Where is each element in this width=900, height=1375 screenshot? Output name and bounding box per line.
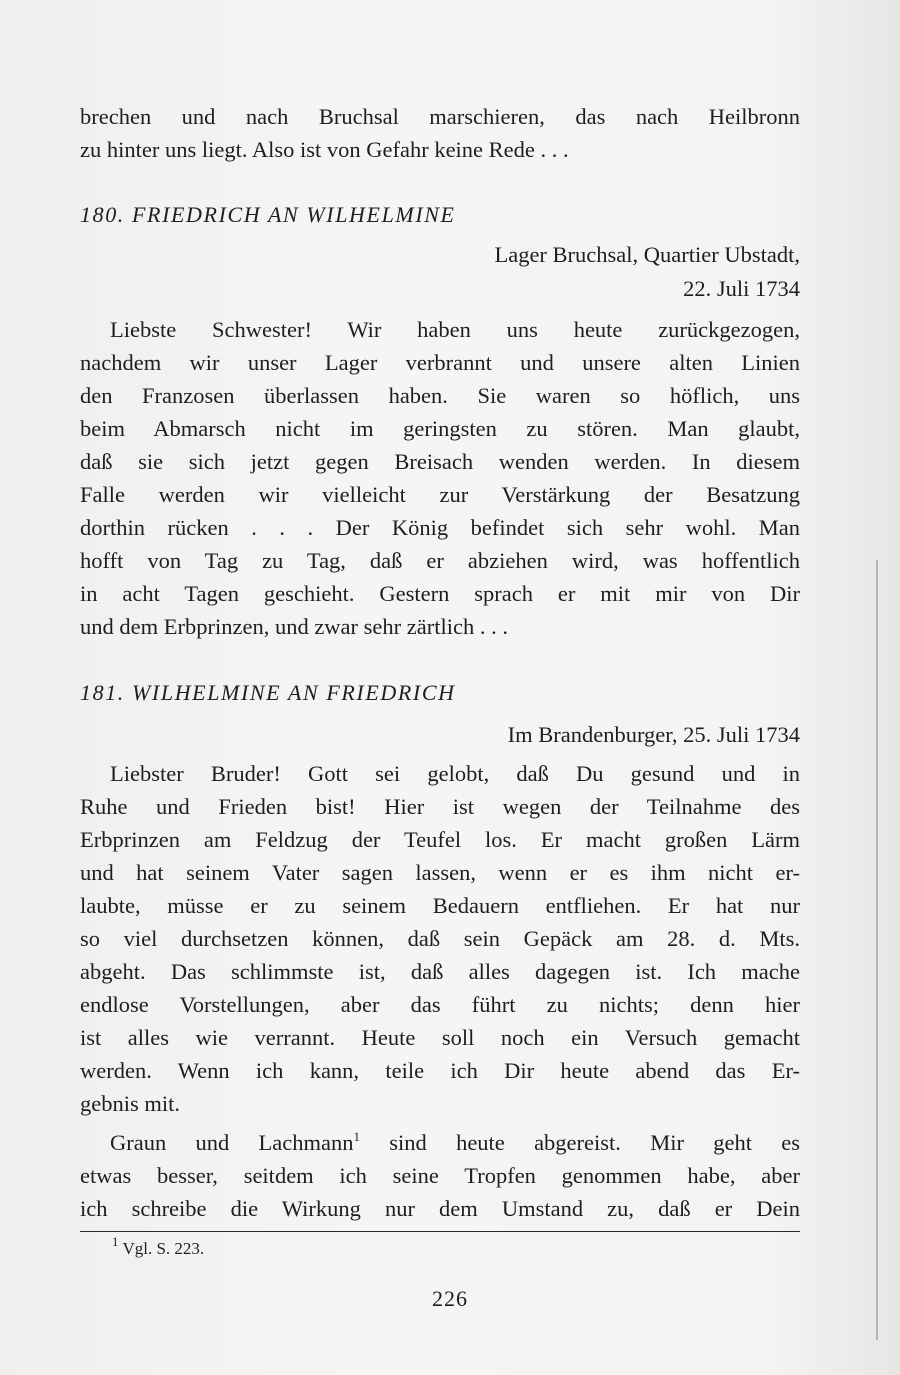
footnote-reference: 1 (353, 1128, 360, 1144)
letter-181-line: Erbprinzen am Feldzug der Teufel los. Er macht großen Lärm (80, 827, 800, 852)
letter-181-line: und hat seinem Vater sagen lassen, wenn er es ihm nicht er- (80, 860, 800, 885)
letter-180-date: 22. Juli 1734 (683, 276, 800, 301)
letter-181-line: Liebster Bruder! Gott sei gelobt, daß Du gesund und in (110, 761, 800, 786)
letter-181-line: etwas besser, seitdem ich seine Tropfen genommen habe, aber (80, 1163, 800, 1188)
letter-181-p2-text: Graun und Lachmann (110, 1130, 354, 1155)
footnote (112, 1236, 204, 1262)
letter-181-line: Ruhe und Frieden bist! Hier ist wegen der Teilnahme des (80, 794, 800, 819)
letter-181-line: ist alles wie verrannt. Heute soll noch ein Versuch gemacht (80, 1025, 800, 1050)
letter-180-line: beim Abmarsch nicht im geringsten zu stören. Man glaubt, (80, 416, 800, 441)
letter-180-line: daß sie sich jetzt gegen Breisach wenden werden. In diesem (80, 449, 800, 474)
letter-180-place: Lager Bruchsal, Quartier Ubstadt, (494, 242, 800, 267)
letter-181-line: so viel durchsetzen können, daß sein Gepäck am 28. d. Mts. (80, 926, 800, 951)
letter-181-line: endlose Vorstellungen, aber das führt zu nichts; denn hier (80, 992, 800, 1017)
footnote-mark: 1 (112, 1234, 119, 1250)
letter-181-line: laubte, müsse er zu seinem Bedauern entfliehen. Er hat nur (80, 893, 800, 918)
intro-line-1: brechen und nach Bruchsal marschieren, das nach Heilbronn (80, 104, 800, 129)
letter-181-line: abgeht. Das schlimmste ist, daß alles dagegen ist. Ich mache (80, 959, 800, 984)
letter-180-line: und dem Erbprinzen, und zwar sehr zärtlich . . . (80, 614, 508, 639)
letter-181-line: werden. Wenn ich kann, teile ich Dir heute abend das Er- (80, 1058, 800, 1083)
letter-180-line: hofft von Tag zu Tag, daß er abziehen wird, was hoffentlich (80, 548, 800, 573)
footnote-text: Vgl. S. 223. (118, 1239, 205, 1258)
letter-181-line: ich schreibe die Wirkung nur dem Umstand zu, daß er Dein (80, 1196, 800, 1221)
letter-180-heading: 180. FRIEDRICH AN WILHELMINE (80, 202, 456, 227)
letter-181-place-date: Im Brandenburger, 25. Juli 1734 (507, 722, 800, 747)
letter-181-heading: 181. WILHELMINE AN FRIEDRICH (80, 680, 456, 705)
letter-181-p2-line-1 (80, 1126, 800, 1159)
footnote-rule (80, 1231, 800, 1232)
letter-181-line: gebnis mit. (80, 1091, 180, 1116)
letter-181-p2-text: sind heute abgereist. Mir geht es (360, 1130, 800, 1155)
letter-180-line: den Franzosen überlassen haben. Sie waren so höflich, uns (80, 383, 800, 408)
page-number: 226 (432, 1286, 468, 1311)
letter-180-line: dorthin rücken . . . Der König befindet sich sehr wohl. Man (80, 515, 800, 540)
letter-180-line: nachdem wir unser Lager verbrannt und unsere alten Linien (80, 350, 800, 375)
letter-180-line: Liebste Schwester! Wir haben uns heute zurückgezogen, (110, 317, 800, 342)
letter-180-line: Falle werden wir vielleicht zur Verstärkung der Besatzung (80, 482, 800, 507)
letter-180-line: in acht Tagen geschieht. Gestern sprach er mit mir von Dir (80, 581, 800, 606)
page-edge-shadow (876, 560, 878, 1340)
intro-line-2: zu hinter uns liegt. Also ist von Gefahr keine Rede . . . (80, 137, 569, 162)
